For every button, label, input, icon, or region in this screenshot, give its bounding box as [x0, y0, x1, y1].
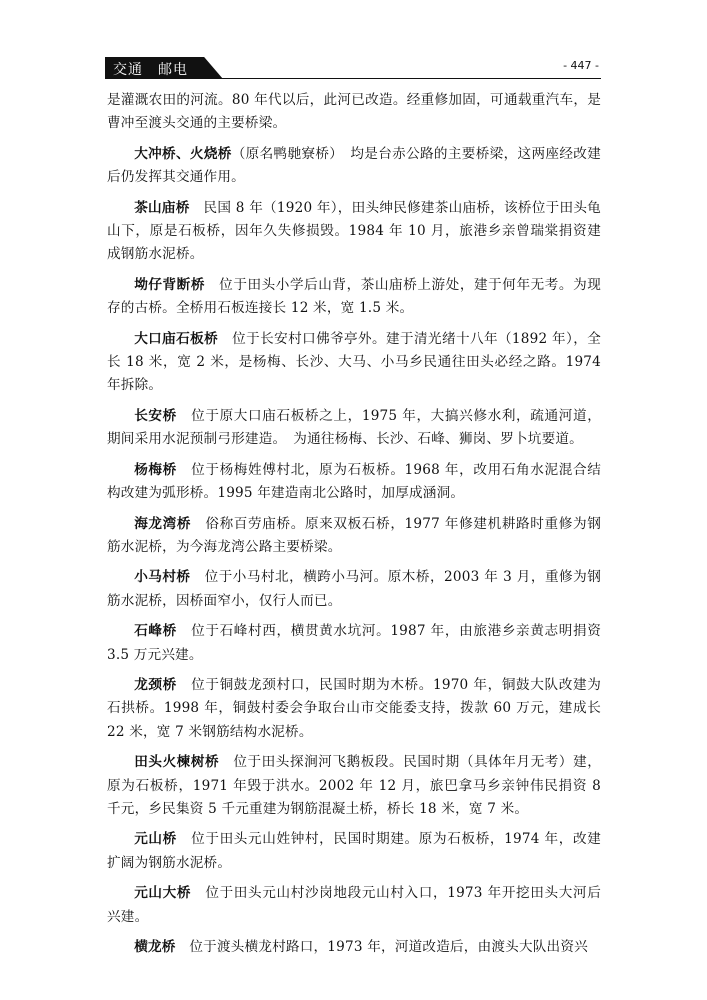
paragraph-text: 位于小马村北，横跨小马河。原木桥，2003 年 3 月，重修为钢筋水泥桥，因桥面窄小，仅行人而已。	[107, 569, 602, 609]
paragraph-text: 位于杨梅姓傅村北，原为石板桥。1968 年，改用石角水泥混合结构改建为弧形桥。1995 年建造南北公路时，加厚成涵洞。	[107, 461, 601, 502]
paragraph-text: 位于田头小学后山背，茶山庙桥上游处，建于何年无考。为现存的古桥。全桥用石板连接长 12 米，宽 1.5 米。	[107, 276, 602, 317]
paragraph-text: （原名鸭毑寮桥） 均是台赤公路的主要桥梁，这两座经改建后仍发挥其交通作用。	[107, 145, 601, 186]
bridge-name: 大冲桥、火烧桥	[134, 145, 232, 162]
page-number: - 447 -	[563, 59, 599, 72]
paragraph	[107, 751, 601, 821]
paragraph	[107, 566, 601, 613]
bridge-name: 小马村桥	[134, 569, 191, 586]
paragraph	[107, 143, 601, 190]
paragraph	[107, 882, 601, 929]
paragraph-text: 位于田头探涧河飞鹅板段。民国时期（具体年月无考）建，原为石板桥，1971 年毁于洪水。2002 年 12 月，旅巴拿马乡亲钟伟民捐资 8 千元，乡民集资 5 千元重建为钢筋混凝土桥，桥长 18 米，宽 7 米。	[107, 754, 602, 817]
paragraph	[107, 936, 601, 959]
paragraph	[107, 620, 601, 667]
paragraph-text: 是灌溉农田的河流。80 年代以后，此河已改造。经重修加固，可通载重汽车，是曹冲至渡头交通的主要桥梁。	[107, 92, 601, 132]
paragraph	[107, 405, 601, 452]
paragraph-text: 位于石峰村西，横贯黄水坑河。1987 年，由旅港乡亲黄志明捐资 3.5 万元兴建。	[107, 623, 601, 663]
page-body	[107, 89, 601, 966]
paragraph	[107, 89, 601, 136]
header-rule	[105, 78, 601, 79]
paragraph	[107, 197, 601, 267]
bridge-name: 横龙桥	[134, 939, 176, 955]
bridge-name: 元山大桥	[134, 885, 192, 902]
paragraph-text: 位于渡头横龙村路口，1973 年，河道改造后，由渡头大队出资兴	[189, 939, 588, 955]
paragraph-text: 位于长安村口佛爷亭外。建于清光绪十八年（1892 年），全长 18 米，宽 2 米，是杨梅、长沙、大马、小马乡民通往田头必经之路。1974 年拆除。	[107, 330, 602, 394]
paragraph	[107, 328, 601, 398]
paragraph	[107, 828, 601, 875]
bridge-name: 元山桥	[134, 831, 177, 848]
bridge-name: 坳仔背断桥	[134, 276, 205, 293]
bridge-name: 杨梅桥	[134, 461, 177, 478]
running-header	[105, 57, 601, 79]
paragraph	[107, 459, 601, 506]
bridge-name: 龙颈桥	[134, 676, 177, 693]
bridge-name: 海龙湾桥	[134, 515, 192, 532]
bridge-name: 石峰桥	[134, 623, 177, 640]
bridge-name: 田头火楝树桥	[134, 754, 220, 771]
paragraph-text: 位于铜鼓龙颈村口，民国时期为木桥。1970 年，铜鼓大队改建为石拱桥。1998 年，铜鼓村委会争取台山市交能委支持，拨款 60 万元，建成长 22 米，宽 7 米钢筋结构水泥桥。	[107, 676, 601, 740]
paragraph-text: 俗称百劳庙桥。原来双板石桥，1977 年修建机耕路时重修为钢筋水泥桥，为今海龙湾公路主要桥梁。	[107, 515, 601, 555]
paragraph-text: 民国 8 年（1920 年），田头绅民修建茶山庙桥，该桥位于田头龟山下，原是石板桥，因年久失修损毁。1984 年 10 月，旅港乡亲曾瑞棠捐资建成钢筋水泥桥。	[107, 199, 601, 263]
section-title: 交通 邮电	[113, 62, 188, 78]
bridge-name: 茶山庙桥	[134, 199, 190, 216]
paragraph-text: 位于田头元山村沙岗地段元山村入口，1973 年开挖田头大河后兴建。	[107, 885, 601, 925]
paragraph	[107, 274, 601, 321]
paragraph-text: 位于原大口庙石板桥之上，1975 年，大搞兴修水利，疏通河道，期间采用水泥预制弓形建造。 为通往杨梅、长沙、石峰、狮岗、罗卜坑要道。	[107, 407, 601, 448]
paragraph-text: 位于田头元山姓钟村，民国时期建。原为石板桥，1974 年，改建扩阔为钢筋水泥桥。	[107, 831, 601, 871]
paragraph	[107, 674, 601, 744]
paragraph	[107, 513, 601, 560]
bridge-name: 长安桥	[134, 407, 177, 424]
bridge-name: 大口庙石板桥	[134, 330, 219, 347]
